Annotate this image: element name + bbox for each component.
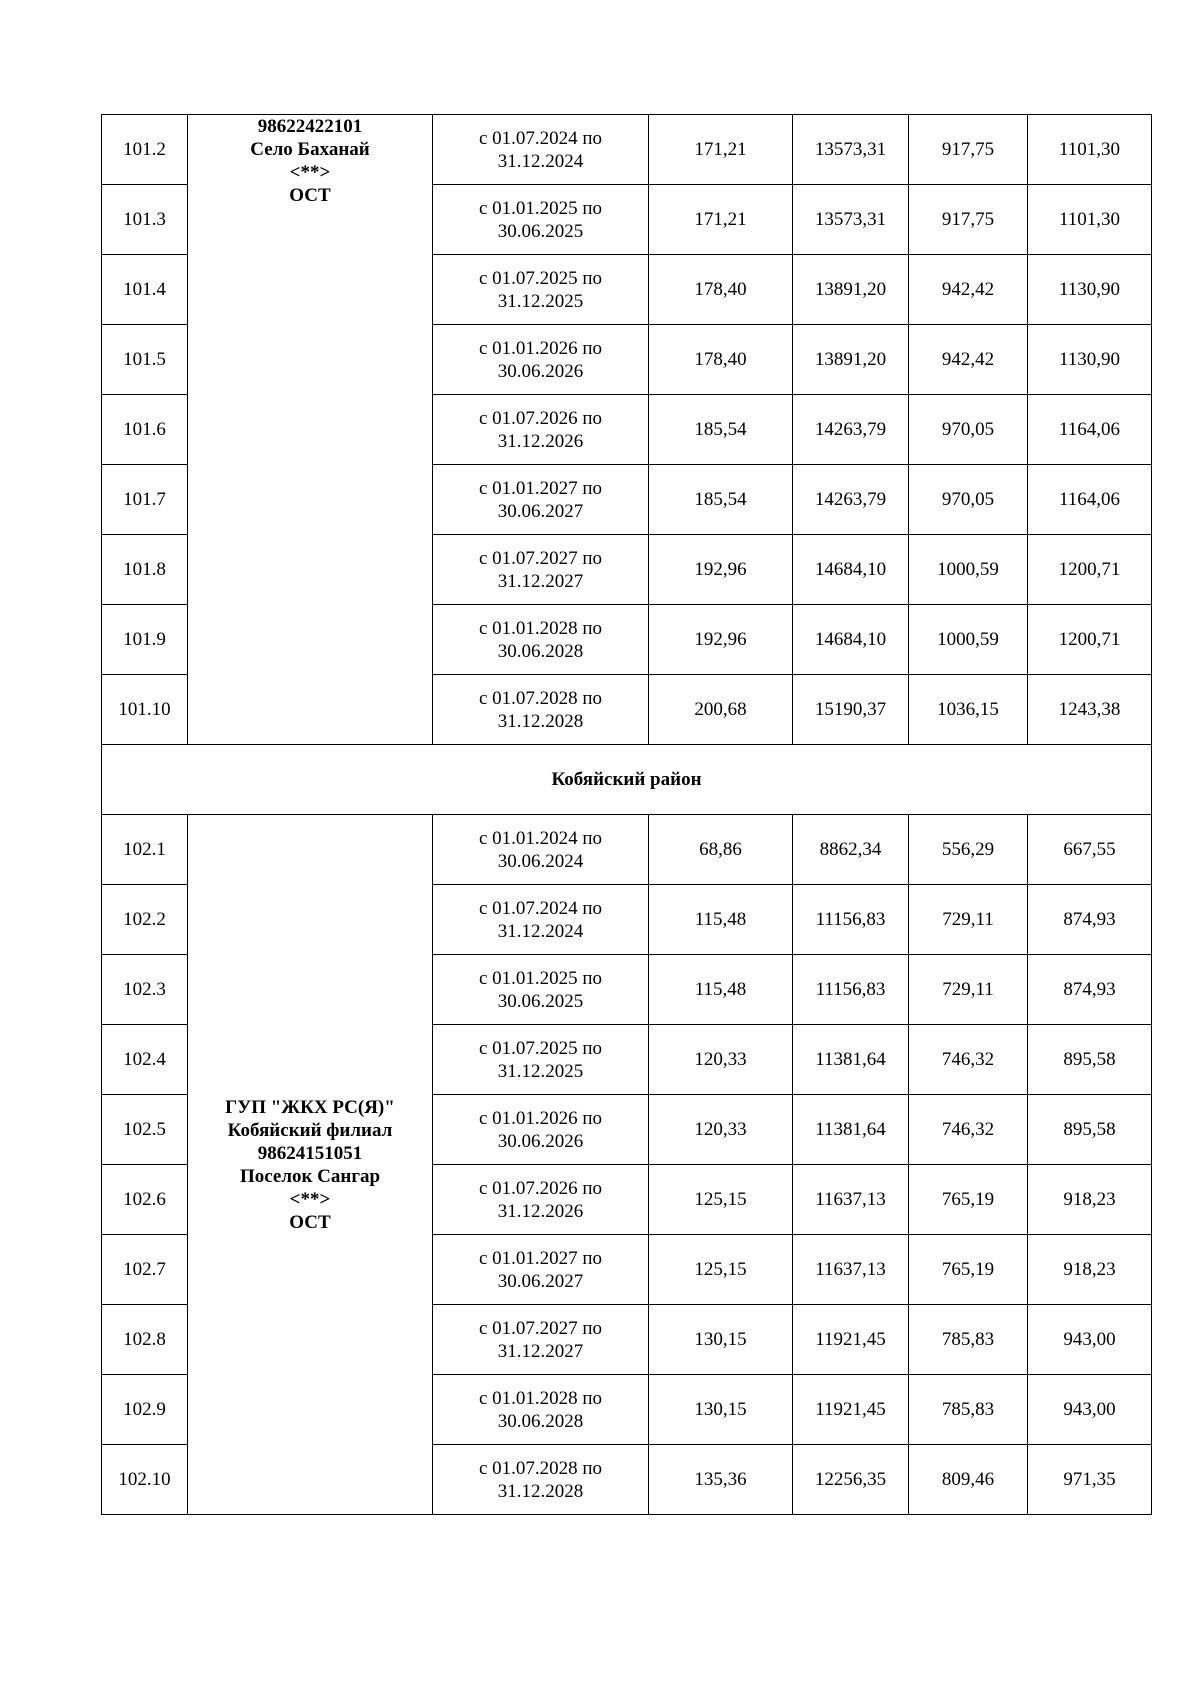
organization-line: ОСТ (289, 185, 331, 206)
period-end: 30.06.2028 (497, 640, 584, 662)
period-end: 31.12.2028 (497, 1480, 584, 1502)
value-cell-v2: 11381,64 (793, 1025, 909, 1095)
period-start: с 01.07.2024 по (478, 127, 603, 149)
row-number: 101.10 (102, 675, 188, 745)
period-start: с 01.07.2025 по (478, 1037, 603, 1059)
value-cell-v4: 918,23 (1028, 1165, 1152, 1235)
organization-line: Кобяйский филиал (227, 1119, 393, 1141)
period-end: 31.12.2028 (497, 710, 584, 732)
section-header-row (102, 745, 1152, 815)
value-cell-v4: 971,35 (1028, 1445, 1152, 1515)
row-number: 102.8 (102, 1305, 188, 1375)
value-cell-v4: 1243,38 (1028, 675, 1152, 745)
value-cell-v3: 765,19 (909, 1165, 1028, 1235)
row-number: 101.8 (102, 535, 188, 605)
period-end: 31.12.2027 (497, 1340, 584, 1362)
period-start: с 01.01.2025 по (478, 197, 603, 219)
period-start: с 01.01.2026 по (478, 337, 603, 359)
value-cell-v1: 68,86 (649, 815, 793, 885)
period-start: с 01.01.2027 по (478, 477, 603, 499)
value-cell-v4: 874,93 (1028, 955, 1152, 1025)
row-number: 101.7 (102, 465, 188, 535)
row-number: 102.2 (102, 885, 188, 955)
period-end: 30.06.2028 (497, 1410, 584, 1432)
value-cell-v1: 192,96 (649, 535, 793, 605)
period-start: с 01.07.2026 по (478, 1177, 603, 1199)
organization-line: ОСТ (289, 1211, 331, 1233)
value-cell-v2: 11381,64 (793, 1095, 909, 1165)
value-cell-v1: 135,36 (649, 1445, 793, 1515)
organization-line: 98624151051 (257, 1142, 363, 1164)
period-cell (433, 885, 649, 955)
period-end: 31.12.2024 (497, 920, 584, 942)
value-cell-v1: 192,96 (649, 605, 793, 675)
value-cell-v4: 1130,90 (1028, 325, 1152, 395)
row-number: 101.4 (102, 255, 188, 325)
period-end: 31.12.2026 (497, 430, 584, 452)
organization-line: <**> (289, 162, 331, 183)
period-cell (433, 1025, 649, 1095)
period-start: с 01.07.2024 по (478, 897, 603, 919)
period-start: с 01.07.2027 по (478, 547, 603, 569)
period-end: 31.12.2026 (497, 1200, 584, 1222)
value-cell-v3: 917,75 (909, 185, 1028, 255)
row-number: 101.3 (102, 185, 188, 255)
organization-line: <**> (289, 1188, 331, 1210)
table-body (102, 115, 1152, 1515)
period-end: 30.06.2025 (497, 990, 584, 1012)
value-cell-v2: 14684,10 (793, 605, 909, 675)
period-start: с 01.07.2027 по (478, 1317, 603, 1339)
value-cell-v4: 1101,30 (1028, 185, 1152, 255)
period-cell (433, 395, 649, 465)
period-cell (433, 955, 649, 1025)
value-cell-v2: 14263,79 (793, 465, 909, 535)
period-cell (433, 1165, 649, 1235)
value-cell-v4: 895,58 (1028, 1025, 1152, 1095)
value-cell-v1: 120,33 (649, 1095, 793, 1165)
value-cell-v3: 917,75 (909, 115, 1028, 185)
period-cell (433, 255, 649, 325)
value-cell-v1: 171,21 (649, 115, 793, 185)
value-cell-v2: 11156,83 (793, 955, 909, 1025)
value-cell-v4: 1200,71 (1028, 535, 1152, 605)
value-cell-v4: 874,93 (1028, 885, 1152, 955)
period-cell (433, 1305, 649, 1375)
value-cell-v3: 746,32 (909, 1025, 1028, 1095)
period-start: с 01.01.2028 по (478, 617, 603, 639)
value-cell-v1: 171,21 (649, 185, 793, 255)
period-cell (433, 325, 649, 395)
period-end: 31.12.2024 (497, 150, 584, 172)
value-cell-v4: 918,23 (1028, 1235, 1152, 1305)
value-cell-v2: 8862,34 (793, 815, 909, 885)
row-number: 101.9 (102, 605, 188, 675)
tariff-table (101, 114, 1152, 1515)
value-cell-v4: 1164,06 (1028, 465, 1152, 535)
organization-cell (188, 815, 433, 1515)
period-end: 30.06.2026 (497, 1130, 584, 1152)
value-cell-v2: 13891,20 (793, 255, 909, 325)
period-start: с 01.07.2028 по (478, 1457, 603, 1479)
value-cell-v3: 1000,59 (909, 535, 1028, 605)
value-cell-v3: 746,32 (909, 1095, 1028, 1165)
organization-line: Село Баханай (250, 139, 370, 160)
value-cell-v1: 125,15 (649, 1165, 793, 1235)
period-start: с 01.01.2028 по (478, 1387, 603, 1409)
period-start: с 01.01.2024 по (478, 827, 603, 849)
value-cell-v2: 14684,10 (793, 535, 909, 605)
value-cell-v4: 895,58 (1028, 1095, 1152, 1165)
row-number: 102.4 (102, 1025, 188, 1095)
value-cell-v1: 185,54 (649, 395, 793, 465)
period-cell (433, 1095, 649, 1165)
period-cell (433, 1445, 649, 1515)
period-start: с 01.07.2026 по (478, 407, 603, 429)
row-number: 102.6 (102, 1165, 188, 1235)
value-cell-v3: 942,42 (909, 325, 1028, 395)
value-cell-v3: 809,46 (909, 1445, 1028, 1515)
value-cell-v4: 943,00 (1028, 1305, 1152, 1375)
period-cell (433, 1375, 649, 1445)
period-cell (433, 675, 649, 745)
value-cell-v2: 15190,37 (793, 675, 909, 745)
period-cell (433, 115, 649, 185)
period-end: 30.06.2027 (497, 1270, 584, 1292)
value-cell-v1: 115,48 (649, 955, 793, 1025)
value-cell-v2: 11921,45 (793, 1305, 909, 1375)
table-row (102, 115, 1152, 185)
value-cell-v4: 1164,06 (1028, 395, 1152, 465)
period-end: 30.06.2026 (497, 360, 584, 382)
row-number: 102.3 (102, 955, 188, 1025)
value-cell-v3: 785,83 (909, 1375, 1028, 1445)
value-cell-v1: 185,54 (649, 465, 793, 535)
value-cell-v1: 200,68 (649, 675, 793, 745)
value-cell-v4: 943,00 (1028, 1375, 1152, 1445)
period-end: 30.06.2025 (497, 220, 584, 242)
value-cell-v1: 130,15 (649, 1375, 793, 1445)
value-cell-v1: 178,40 (649, 255, 793, 325)
period-start: с 01.01.2026 по (478, 1107, 603, 1129)
period-start: с 01.07.2025 по (478, 267, 603, 289)
value-cell-v2: 12256,35 (793, 1445, 909, 1515)
row-number: 102.10 (102, 1445, 188, 1515)
period-start: с 01.01.2027 по (478, 1247, 603, 1269)
value-cell-v3: 785,83 (909, 1305, 1028, 1375)
value-cell-v3: 729,11 (909, 885, 1028, 955)
value-cell-v2: 11637,13 (793, 1235, 909, 1305)
section-title: Кобяйский район (102, 745, 1152, 815)
value-cell-v2: 13573,31 (793, 115, 909, 185)
value-cell-v1: 130,15 (649, 1305, 793, 1375)
value-cell-v1: 178,40 (649, 325, 793, 395)
row-number: 102.9 (102, 1375, 188, 1445)
period-cell (433, 605, 649, 675)
row-number: 101.5 (102, 325, 188, 395)
row-number: 101.2 (102, 115, 188, 185)
row-number: 102.7 (102, 1235, 188, 1305)
organization-line: Поселок Сангар (239, 1165, 381, 1187)
value-cell-v3: 729,11 (909, 955, 1028, 1025)
organization-cell (188, 115, 433, 745)
value-cell-v3: 1036,15 (909, 675, 1028, 745)
value-cell-v2: 11637,13 (793, 1165, 909, 1235)
value-cell-v2: 14263,79 (793, 395, 909, 465)
row-number: 102.5 (102, 1095, 188, 1165)
period-end: 31.12.2025 (497, 290, 584, 312)
period-cell (433, 535, 649, 605)
period-cell (433, 465, 649, 535)
value-cell-v3: 970,05 (909, 465, 1028, 535)
value-cell-v3: 765,19 (909, 1235, 1028, 1305)
value-cell-v4: 1130,90 (1028, 255, 1152, 325)
period-end: 31.12.2027 (497, 570, 584, 592)
value-cell-v2: 11156,83 (793, 885, 909, 955)
value-cell-v3: 942,42 (909, 255, 1028, 325)
value-cell-v3: 970,05 (909, 395, 1028, 465)
period-start: с 01.01.2025 по (478, 967, 603, 989)
value-cell-v2: 11921,45 (793, 1375, 909, 1445)
value-cell-v2: 13573,31 (793, 185, 909, 255)
value-cell-v4: 667,55 (1028, 815, 1152, 885)
organization-line: 98622422101 (257, 116, 363, 137)
period-cell (433, 815, 649, 885)
row-number: 101.6 (102, 395, 188, 465)
organization-line: ГУП "ЖКХ РС(Я)" (225, 1096, 395, 1118)
value-cell-v4: 1101,30 (1028, 115, 1152, 185)
value-cell-v1: 115,48 (649, 885, 793, 955)
value-cell-v3: 1000,59 (909, 605, 1028, 675)
period-end: 30.06.2027 (497, 500, 584, 522)
value-cell-v2: 13891,20 (793, 325, 909, 395)
row-number: 102.1 (102, 815, 188, 885)
period-end: 30.06.2024 (497, 850, 584, 872)
value-cell-v1: 120,33 (649, 1025, 793, 1095)
value-cell-v4: 1200,71 (1028, 605, 1152, 675)
table-row (102, 815, 1152, 885)
period-cell (433, 1235, 649, 1305)
period-start: с 01.07.2028 по (478, 687, 603, 709)
value-cell-v3: 556,29 (909, 815, 1028, 885)
period-cell (433, 185, 649, 255)
value-cell-v1: 125,15 (649, 1235, 793, 1305)
period-end: 31.12.2025 (497, 1060, 584, 1082)
